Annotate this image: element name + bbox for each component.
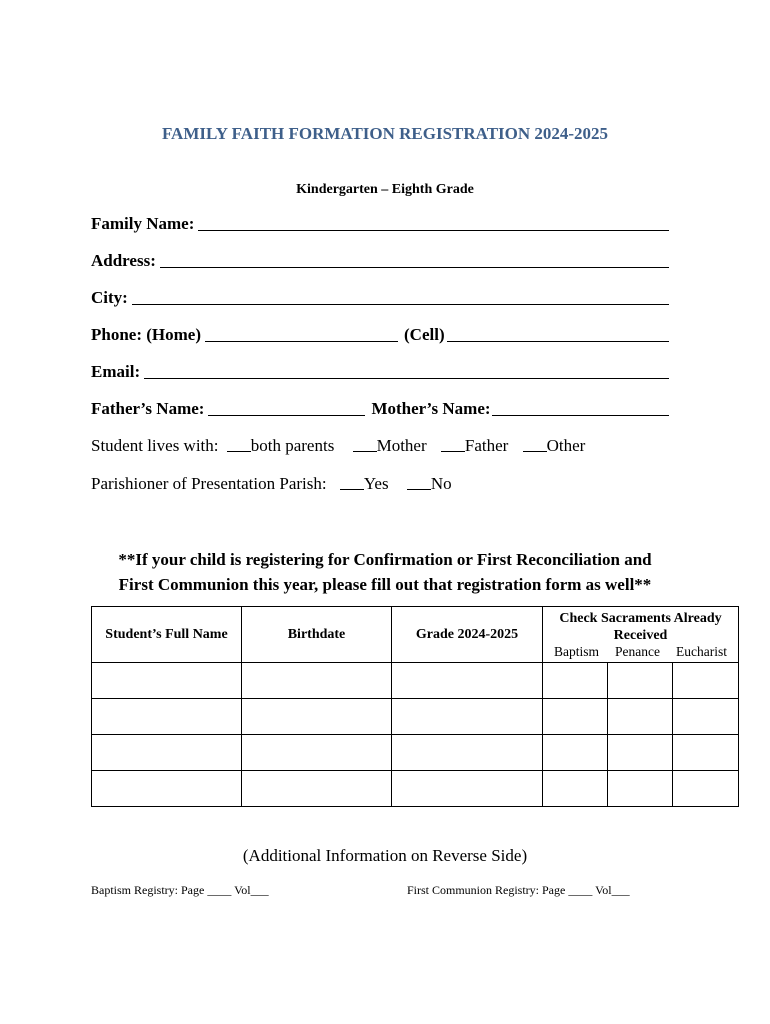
eucharist-check-cell[interactable] xyxy=(673,735,739,771)
baptism-check-cell[interactable] xyxy=(543,771,608,807)
penance-check-cell[interactable] xyxy=(608,699,673,735)
email-field xyxy=(91,362,669,382)
lives-with-option-mother: Mother xyxy=(376,436,427,455)
lives-with-other-blank[interactable] xyxy=(523,437,547,452)
parishioner-label: Parishioner of Presentation Parish: xyxy=(91,474,327,493)
parishioner-option-no: No xyxy=(430,474,452,493)
parishioner-row xyxy=(91,474,452,494)
birthdate-cell[interactable] xyxy=(242,699,392,735)
header-grade: Grade 2024-2025 xyxy=(392,607,543,663)
city-line[interactable] xyxy=(132,288,669,305)
family-name-label: Family Name: xyxy=(91,214,195,233)
student-table-header xyxy=(92,607,739,663)
penance-check-cell[interactable] xyxy=(608,663,673,699)
sacraments-title-line2: Received xyxy=(613,627,668,643)
sacrament-penance: Penance xyxy=(615,643,660,659)
registration-note-line1: **If your child is registering for Confirmation or First Reconciliation and xyxy=(118,550,652,569)
baptism-check-cell[interactable] xyxy=(543,735,608,771)
lives-with-option-father: Father xyxy=(464,436,509,455)
lives-with-option-other: Other xyxy=(546,436,586,455)
penance-check-cell[interactable] xyxy=(608,735,673,771)
reverse-side-note: (Additional Information on Reverse Side) xyxy=(242,846,528,865)
grade-cell[interactable] xyxy=(392,735,543,771)
address-label: Address: xyxy=(91,251,156,270)
grade-cell[interactable] xyxy=(392,699,543,735)
phone-home-line[interactable] xyxy=(205,325,398,342)
table-row xyxy=(92,663,739,699)
grade-cell[interactable] xyxy=(392,663,543,699)
father-name-label: Father’s Name: xyxy=(91,399,205,418)
student-name-cell[interactable] xyxy=(92,699,242,735)
form-subtitle: Kindergarten – Eighth Grade xyxy=(296,182,474,197)
eucharist-check-cell[interactable] xyxy=(673,771,739,807)
address-line[interactable] xyxy=(160,251,669,268)
family-name-field xyxy=(91,214,669,234)
father-name-line[interactable] xyxy=(208,399,365,416)
eucharist-check-cell[interactable] xyxy=(673,663,739,699)
birthdate-cell[interactable] xyxy=(242,663,392,699)
registration-note xyxy=(0,547,770,597)
grade-cell[interactable] xyxy=(392,771,543,807)
birthdate-cell[interactable] xyxy=(242,771,392,807)
parishioner-option-yes: Yes xyxy=(363,474,389,493)
email-line[interactable] xyxy=(144,362,669,379)
email-label: Email: xyxy=(91,362,141,381)
baptism-check-cell[interactable] xyxy=(543,699,608,735)
phone-cell-label: (Cell) xyxy=(404,325,445,344)
phone-cell-line[interactable] xyxy=(447,325,669,342)
sacrament-eucharist: Eucharist xyxy=(676,643,727,659)
address-field xyxy=(91,251,669,271)
parishioner-no-blank[interactable] xyxy=(407,475,431,490)
registration-note-line2: First Communion this year, please fill out that registration form as well** xyxy=(118,575,652,594)
form-title: FAMILY FAITH FORMATION REGISTRATION 2024-2025 xyxy=(161,124,609,143)
birthdate-cell[interactable] xyxy=(242,735,392,771)
city-label: City: xyxy=(91,288,128,307)
table-row xyxy=(92,699,739,735)
parents-name-field xyxy=(91,399,669,419)
family-name-line[interactable] xyxy=(198,214,669,231)
sacrament-baptism: Baptism xyxy=(554,643,600,659)
baptism-check-cell[interactable] xyxy=(543,663,608,699)
lives-with-father-blank[interactable] xyxy=(441,437,465,452)
baptism-registry: Baptism Registry: Page ____ Vol___ xyxy=(91,883,269,897)
student-table xyxy=(91,606,739,807)
sacraments-title-line1: Check Sacraments Already xyxy=(559,610,722,626)
phone-home-label: Phone: (Home) xyxy=(91,325,202,344)
student-name-cell[interactable] xyxy=(92,771,242,807)
phone-field xyxy=(91,325,669,345)
sacraments-list xyxy=(543,644,738,660)
eucharist-check-cell[interactable] xyxy=(673,699,739,735)
mother-name-line[interactable] xyxy=(492,399,669,416)
parishioner-yes-blank[interactable] xyxy=(340,475,364,490)
header-birthdate: Birthdate xyxy=(242,607,392,663)
lives-with-mother-blank[interactable] xyxy=(353,437,377,452)
lives-with-row xyxy=(91,436,585,456)
header-full-name: Student’s Full Name xyxy=(92,607,242,663)
table-row xyxy=(92,771,739,807)
city-field xyxy=(91,288,669,308)
mother-name-label: Mother’s Name: xyxy=(371,399,491,418)
student-name-cell[interactable] xyxy=(92,663,242,699)
student-name-cell[interactable] xyxy=(92,735,242,771)
lives-with-both-blank[interactable] xyxy=(227,437,251,452)
penance-check-cell[interactable] xyxy=(608,771,673,807)
header-sacraments xyxy=(543,607,739,663)
communion-registry: First Communion Registry: Page ____ Vol___ xyxy=(407,883,630,897)
table-row xyxy=(92,735,739,771)
lives-with-option-both: both parents xyxy=(250,436,335,455)
lives-with-label: Student lives with: xyxy=(91,436,219,455)
